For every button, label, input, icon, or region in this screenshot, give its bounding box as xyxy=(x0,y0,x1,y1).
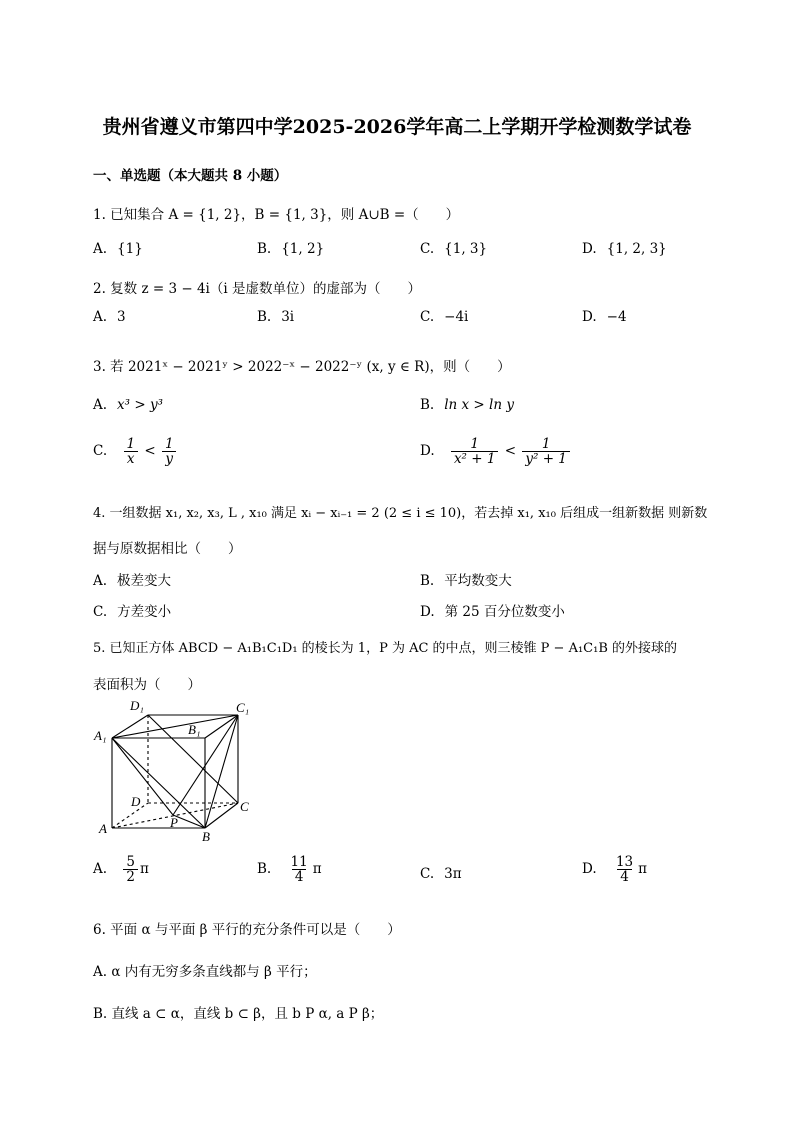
option-text: 平均数变大 xyxy=(444,573,512,589)
fraction xyxy=(613,855,636,884)
numerator: 1 xyxy=(470,436,479,452)
option-label: D. xyxy=(420,443,435,460)
fraction xyxy=(123,437,138,466)
denominator: y xyxy=(162,451,176,466)
question-3-text: 3. 若 2021ˣ − 2021ʸ > 2022⁻ˣ − 2022⁻ʸ (x, y ∈ R)，则（ ） xyxy=(93,359,511,375)
section-heading: 一、单选题（本大题共 8 小题） xyxy=(93,168,288,184)
q4-option-a[interactable] xyxy=(93,569,171,589)
numerator: 5 xyxy=(126,854,135,870)
option-label: D. xyxy=(582,241,597,257)
pi-suffix: π xyxy=(312,861,322,878)
operator: < xyxy=(144,443,156,460)
option-label: A. xyxy=(93,309,108,325)
q4-option-d[interactable] xyxy=(420,600,565,620)
option-label: C. xyxy=(420,309,435,325)
option-text: 方差变小 xyxy=(117,604,172,620)
pi-suffix: π xyxy=(139,861,149,878)
segment-a1p xyxy=(112,738,173,815)
option-label: B. xyxy=(420,397,435,413)
label-d1: D₁ xyxy=(130,698,144,713)
numerator: 1 xyxy=(541,436,551,452)
label-c: C xyxy=(240,799,249,814)
page-title: 贵州省遵义市第四中学2025-2026学年高二上学期开学检测数学试卷 xyxy=(102,116,692,138)
question-1-text: 1. 已知集合 A = {1, 2}，B = {1, 3}，则 A∪B =（ ） xyxy=(93,207,460,223)
option-text: −4i xyxy=(444,309,469,325)
option-label: A. xyxy=(93,241,108,257)
q6-option-b[interactable]: B. 直线 a ⊂ α，直线 b ⊂ β，且 b P α, a P β； xyxy=(93,1006,384,1022)
option-label: A. xyxy=(93,397,108,413)
q5-option-a[interactable] xyxy=(93,855,149,884)
option-label: C. xyxy=(93,604,108,620)
option-label: B. xyxy=(257,309,272,325)
fraction xyxy=(451,437,499,466)
question-6-text: 6. 平面 α 与平面 β 平行的充分条件可以是（ ） xyxy=(93,922,401,938)
option-label: C. xyxy=(93,443,108,460)
option-label: B. xyxy=(257,241,272,257)
cube-figure xyxy=(90,695,260,845)
q5-option-d[interactable] xyxy=(582,855,647,884)
option-label: C. xyxy=(420,241,435,257)
q2-option-b[interactable] xyxy=(257,309,294,325)
denominator: x² + 1 xyxy=(451,451,499,466)
q5-option-c[interactable] xyxy=(420,866,462,882)
option-text: 3i xyxy=(281,309,295,325)
option-label: A. xyxy=(93,861,108,878)
q3-option-a[interactable] xyxy=(93,397,163,413)
q1-option-b[interactable] xyxy=(257,241,324,257)
q1-option-d[interactable] xyxy=(582,241,667,257)
option-text: x³ > y³ xyxy=(117,397,164,413)
label-p: P xyxy=(170,815,178,830)
q2-option-a[interactable] xyxy=(93,309,126,325)
q2-option-c[interactable] xyxy=(420,309,468,325)
label-a1: A₁ xyxy=(94,728,107,743)
option-label: A. xyxy=(93,573,108,589)
option-label: B. xyxy=(420,573,435,589)
label-a: A xyxy=(99,821,107,836)
q3-option-c[interactable] xyxy=(93,437,179,466)
numerator: 1 xyxy=(164,436,174,452)
q2-option-d[interactable] xyxy=(582,309,627,325)
option-text: {1, 2} xyxy=(281,241,325,257)
option-label: D. xyxy=(582,309,597,325)
option-label: C. xyxy=(420,866,435,882)
label-c1: C₁ xyxy=(236,700,250,715)
question-5-line-1: 5. 已知正方体 ABCD − A₁B₁C₁D₁ 的棱长为 1，P 为 AC 的中点，则三棱锥 P − A₁C₁B 的外接球的 xyxy=(93,641,678,656)
option-text: 极差变大 xyxy=(117,573,172,589)
denominator: 2 xyxy=(123,869,138,884)
option-label: B. xyxy=(257,861,272,878)
numerator: 1 xyxy=(126,436,136,452)
denominator: x xyxy=(124,451,138,466)
option-label: D. xyxy=(582,861,597,878)
q3-option-b[interactable] xyxy=(420,397,514,413)
label-b1: B₁ xyxy=(188,722,201,737)
option-text: {1} xyxy=(117,241,143,257)
label-d: D xyxy=(131,794,141,809)
question-5-line-2: 表面积为（ ） xyxy=(93,677,201,693)
option-text: −4 xyxy=(606,309,627,325)
numerator: 13 xyxy=(615,854,634,870)
q4-option-b[interactable] xyxy=(420,569,512,589)
option-label: D. xyxy=(420,604,435,620)
numerator: 11 xyxy=(290,854,308,870)
fraction xyxy=(288,855,311,884)
q1-option-a[interactable] xyxy=(93,241,143,257)
diagonal-a1b xyxy=(112,738,205,828)
question-4-line-1: 4. 一组数据 x₁, x₂, x₃, L , x₁₀ 满足 xᵢ − xᵢ₋₁ = 2 (2 ≤ i ≤ 10)，若去掉 x₁, x₁₀ 后组成一组新数据 则新数 xyxy=(93,506,708,521)
pi-suffix: π xyxy=(638,861,647,878)
option-text: 3 xyxy=(117,309,126,325)
q6-option-a[interactable]: A. α 内有无穷多条直线都与 β 平行； xyxy=(93,964,317,980)
q4-option-c[interactable] xyxy=(93,600,171,620)
fraction xyxy=(522,437,570,466)
operator: < xyxy=(504,443,517,460)
diagonal-c1b xyxy=(205,715,238,828)
denominator: 4 xyxy=(292,869,307,884)
question-4-line-2: 据与原数据相比（ ） xyxy=(93,541,242,557)
option-text: {1, 3} xyxy=(444,241,488,257)
option-text: 第 25 百分位数变小 xyxy=(444,604,565,620)
option-text: {1, 2, 3} xyxy=(606,241,667,257)
q1-option-c[interactable] xyxy=(420,241,487,257)
question-2-text: 2. 复数 z = 3 − 4i（i 是虚数单位）的虚部为（ ） xyxy=(93,281,421,297)
edge xyxy=(205,803,238,828)
label-b: B xyxy=(202,829,210,844)
denominator: 4 xyxy=(617,869,632,884)
denominator: y² + 1 xyxy=(522,451,570,466)
q3-option-d[interactable] xyxy=(420,437,572,466)
fraction xyxy=(162,437,177,466)
option-text: 3π xyxy=(444,866,462,882)
option-text: ln x > ln y xyxy=(444,397,514,413)
q5-option-b[interactable] xyxy=(257,855,322,884)
fraction xyxy=(123,855,138,884)
